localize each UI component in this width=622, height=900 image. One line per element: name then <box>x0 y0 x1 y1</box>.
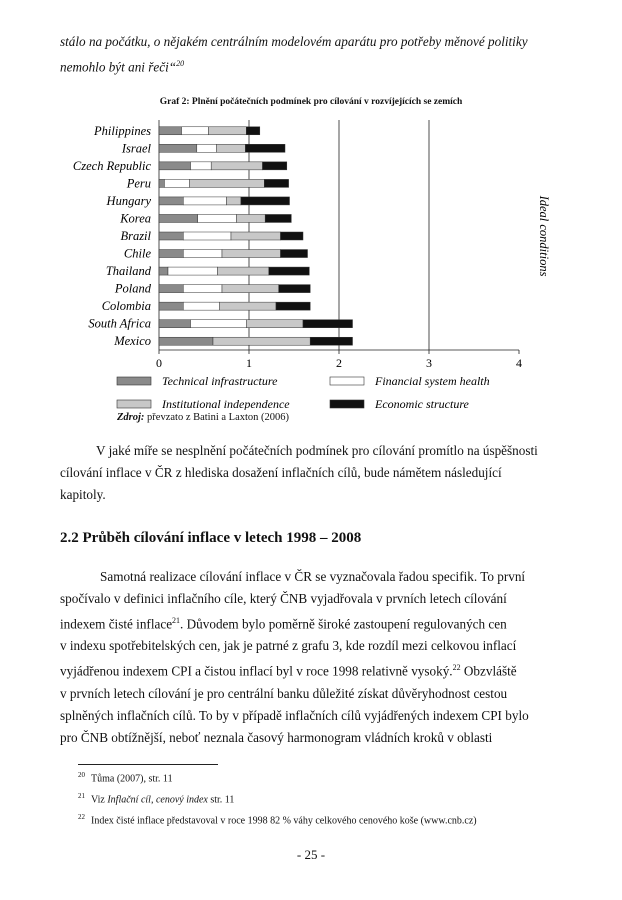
intro-quote <box>60 31 562 78</box>
category-label: Brazil <box>120 229 151 243</box>
bar-segment <box>241 197 290 205</box>
para3-line-3: indexem čisté inflace$^{21}$. Důvodem bylo poměrně široké zastoupení regulovaných cen <box>60 616 507 632</box>
bar-segment <box>227 197 241 205</box>
paragraph-2 <box>60 440 562 506</box>
bar-segment <box>264 179 288 187</box>
para3-line-6: v prvních letech cílování je pro centrální banku důležité získat důvěryhodnost cestou <box>60 685 508 701</box>
source-label: Zdroj: <box>117 412 145 423</box>
para2-line-3: kapitoly. <box>60 487 106 502</box>
para2-line-2: cílování inflace v ČR z hlediska dosažení inflačních cílů, bude námětem následující <box>60 465 502 480</box>
bar-segment <box>182 127 209 135</box>
legend-swatch <box>117 377 151 385</box>
legend-label: Financial system health <box>375 374 490 388</box>
footnote-21: $^{21}$ Viz Inflační cíl, cenový index str. 11 <box>78 792 235 806</box>
category-label: Mexico <box>114 334 151 349</box>
category-label: Hungary <box>106 193 151 208</box>
category-label: Czech Republic <box>72 158 151 173</box>
bar-segment <box>219 302 276 310</box>
bar-segment <box>191 320 247 328</box>
bar-segment <box>211 162 262 170</box>
category-label: Israel <box>121 141 151 156</box>
x-tick-label: 4 <box>516 356 522 370</box>
para3-line-2: spočívalo v definici inflačního cíle, který ČNB vyjadřovala v prvních letech cílování <box>60 591 507 606</box>
source-text: převzato z Batini a Laxton (2006) <box>144 412 290 423</box>
legend-swatch <box>330 400 364 408</box>
bar-segment <box>159 250 183 258</box>
paragraph-3 <box>60 566 562 749</box>
bar-segment <box>197 144 217 152</box>
bar-segment <box>159 162 191 170</box>
bar-segment <box>159 214 198 222</box>
bar-segment <box>246 127 259 135</box>
intro-line-1: stálo na počátku, o nějakém centrálním modelovém aparátu pro potřeby měnové politiky <box>60 34 528 49</box>
bar-segment <box>281 250 308 258</box>
bar-segment <box>209 127 247 135</box>
bar-segment <box>159 285 183 293</box>
bar-segment <box>159 179 164 187</box>
category-label: Colombia <box>101 299 151 314</box>
bar-segment <box>159 232 183 240</box>
bar-segment <box>190 179 265 187</box>
footnote-20: $^{20}$ Tůma (2007), str. 11 <box>78 771 173 785</box>
bar-segment <box>183 302 219 310</box>
bar-segment <box>183 232 231 240</box>
footnote-ref-21[interactable]: 21 <box>172 616 181 625</box>
x-tick-label: 0 <box>156 356 162 370</box>
para3-line-5: vyjádřenou indexem CPI a čistou inflací byl v roce 1998 relativně vysoký.$^{22}$ Obzvláště <box>60 663 517 679</box>
figure-caption: Graf 2: Plnění počátečních podmínek pro cílování v rozvíjejících se zemích <box>159 97 463 107</box>
bar-chart <box>0 110 622 410</box>
bar-segment <box>159 267 168 275</box>
bar-segment <box>218 267 269 275</box>
category-label: Korea <box>120 211 151 226</box>
bar-segment <box>198 214 237 222</box>
bar-segment <box>222 250 281 258</box>
bar-segment <box>168 267 218 275</box>
bar-segment <box>222 285 279 293</box>
bar-segment <box>159 197 183 205</box>
page-number: - 25 - <box>296 847 326 862</box>
legend-label: Economic structure <box>375 397 469 410</box>
para3-line-7: splněných inflačních cílů. To by v případě inflačních cílů vyjádřených indexem CPI bylo <box>60 707 529 723</box>
category-label: Poland <box>114 281 151 296</box>
bar-segment <box>159 127 182 135</box>
bar-segment <box>231 232 281 240</box>
bar-segment <box>263 162 287 170</box>
figure-source <box>117 412 289 423</box>
bar-segment <box>276 302 310 310</box>
legend-swatch <box>117 400 151 408</box>
bar-segment <box>265 214 291 222</box>
section-heading: 2.2 Průběh cílování inflace v letech 1998 – 2008 <box>60 530 362 546</box>
para2-line-1: V jaké míře se nesplnění počátečních podmínek pro cílování promítlo na úspěšnosti <box>96 443 538 458</box>
x-tick-label: 2 <box>336 356 342 370</box>
bar-segment <box>213 337 310 345</box>
intro-line-2: nemohlo být ani řeči“$^{20}$ <box>60 59 185 75</box>
footnote-22: $^{22}$ Index čisté inflace představoval v roce 1998 82 % váhy celkového cenového koše (www.cnb.cz) <box>78 813 477 827</box>
bar-segment <box>245 144 285 152</box>
footnote-separator <box>78 764 218 765</box>
bar-segment <box>183 250 222 258</box>
category-label: South Africa <box>88 316 151 331</box>
bar-segment <box>159 302 183 310</box>
legend-label: Technical infrastructure <box>162 374 278 388</box>
bar-segment <box>310 337 352 345</box>
legend-label: Institutional independence <box>162 397 290 410</box>
category-label: Thailand <box>105 264 151 279</box>
bar-segment <box>183 285 222 293</box>
bar-segment <box>246 320 303 328</box>
bar-segment <box>191 162 212 170</box>
category-label: Philippines <box>94 123 151 138</box>
bar-segment <box>159 144 197 152</box>
bar-segment <box>164 179 189 187</box>
legend-swatch <box>330 377 364 385</box>
bar-segment <box>159 320 191 328</box>
para3-line-1: Samotná realizace cílování inflace v ČR se vyznačovala řadou specifik. To první <box>100 569 526 584</box>
para3-line-8: pro ČNB obtížnější, neboť neznala časový harmonogram vládních kroků v oblasti <box>60 729 493 745</box>
bar-segment <box>236 214 265 222</box>
x-tick-label: 1 <box>246 356 252 370</box>
category-label: Peru <box>126 176 151 191</box>
bar-segment <box>217 144 246 152</box>
bar-segment <box>281 232 304 240</box>
bar-segment <box>269 267 310 275</box>
bar-segment <box>279 285 311 293</box>
bar-segment <box>159 337 213 345</box>
x-tick-label: 3 <box>426 356 432 370</box>
bar-segment <box>303 320 353 328</box>
footnote-ref-20[interactable]: 20 <box>176 59 185 68</box>
footnote-ref-22[interactable]: 22 <box>452 663 461 673</box>
category-label: Chile <box>123 246 151 261</box>
side-label: Ideal conditions <box>537 195 551 277</box>
bar-segment <box>183 197 226 205</box>
para3-line-4: v indexu spotřebitelských cen, jak je patrné z grafu 3, kde rozdíl mezi celkovou inflací <box>60 638 517 654</box>
